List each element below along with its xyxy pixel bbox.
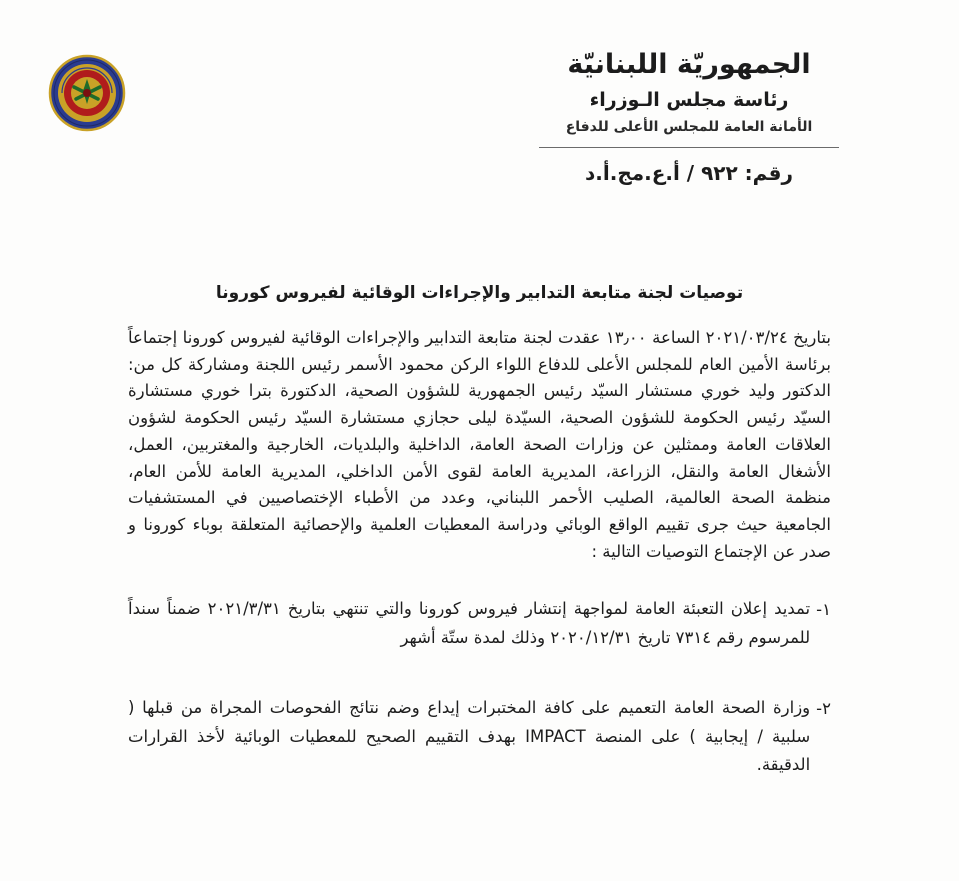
list-item-number: ١- [816,600,831,620]
list-item [128,694,831,779]
letterhead-line-republic: الجمهوريّة اللبنانيّة [567,49,811,80]
letterhead-text-block [479,48,899,185]
document-body [128,325,831,779]
document-reference-number: رقم: ٩٢٢ / أ.ع.مج.أ.د [585,160,793,185]
list-item-text: وزارة الصحة العامة التعميم على كافة المختبرات إيداع وضم نتائج الفحوصات المجراة من قبلها ( سلبية / إيجابية ) على المنصة IMPACT بهدف التقييم الصحيح للمعطيات الوبائية لأخذ القرارات الدقيقة. [128,698,811,774]
letterhead-line-presidency: رئاسة مجلس الـوزراء [589,88,789,111]
spacer-after-intro [128,565,831,595]
letterhead-line-secretariat: الأمانة العامة للمجلس الأعلى للدفاع [565,118,813,135]
list-item [128,595,831,652]
spacer-between-items [128,652,831,694]
intro-paragraph: بتاريخ ٢٠٢١/٠٣/٢٤ الساعة ١٣٫٠٠ عقدت لجنة متابعة التدابير والإجراءات الوقائية لفيروس كورونا إجتماعاً برئاسة الأمين العام للمجلس الأعلى للدفاع اللواء الركن محمود الأسمر رئيس اللجنة ومشاركة كل من: الدكتور وليد خوري مستشار السيّد رئيس الجمهورية للشؤون الصحية، الدكتورة بترا خوري مستشارة السيّد رئيس الحكومة للشؤون الصحية، السيّدة ليلى حجازي مستشارة السيّد رئيس الحكومة لشؤون العلاقات العامة وممثلين عن وزارات الصحة العامة، الداخلية والبلديات، الخارجية والمغتربين، العمل، الأشغال العامة والنقل، الزراعة، المديرية العامة لقوى الأمن الداخلي، المديرية العامة للأمن العام، منظمة الصحة العالمية، الصليب الأحمر اللبناني، وعدد من الأطباء الإختصاصيين في المستشفيات الجامعية حيث جرى تقييم الواقع الوبائي ودراسة المعطيات العلمية والإحصائية المتعلقة بوباء كورونا و صدر عن الإجتماع التوصيات التالية : [128,328,831,561]
letterhead-header [0,42,959,222]
letterhead-divider [539,147,839,148]
lebanese-republic-emblem [48,54,126,132]
list-item-number: ٢- [816,699,831,719]
page-title: توصيات لجنة متابعة التدابير والإجراءات الوقائية لفيروس كورونا [215,283,744,303]
list-item-text: تمديد إعلان التعبئة العامة لمواجهة إنتشار فيروس كورونا والتي تنتهي بتاريخ ٢٠٢١/٣/٣١ ضمناً سنداً للمرسوم رقم ٧٣١٤ تاريخ ٢٠٢٠/١٢/٣١ وذلك لمدة ستّة أشهر [128,599,811,647]
